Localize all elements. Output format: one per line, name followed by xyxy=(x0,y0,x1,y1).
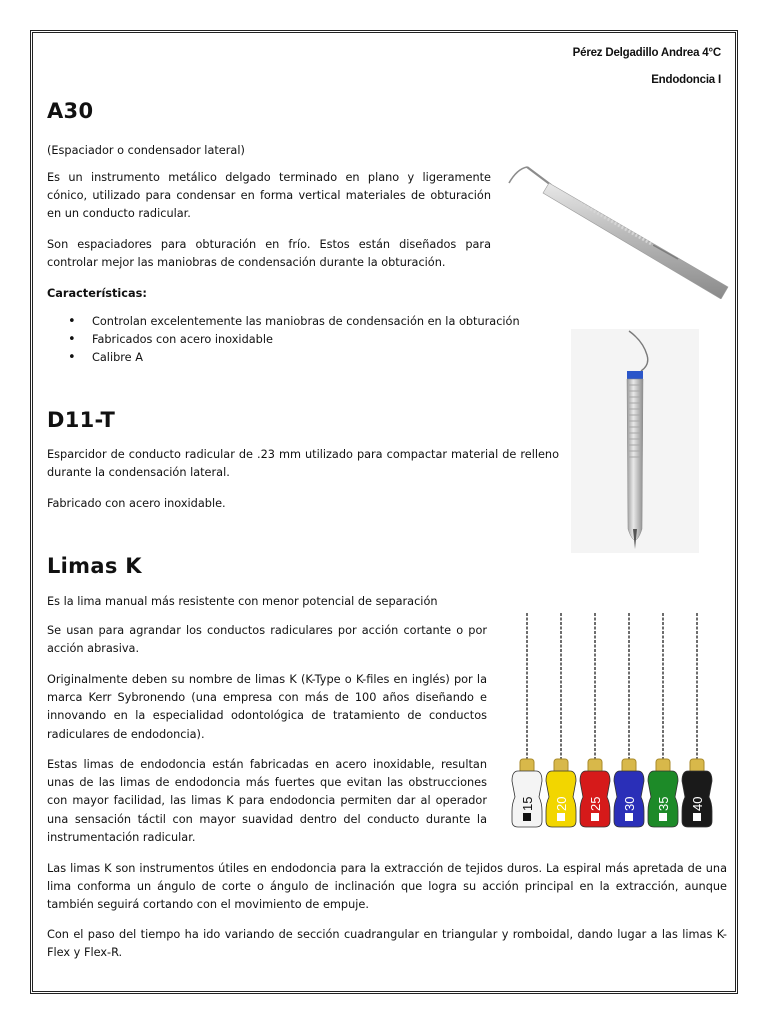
a30-spreader-image xyxy=(503,149,741,299)
limask-paragraph-1: Es la lima manual más resistente con menor potencial de separación xyxy=(47,595,438,608)
k-file-35 xyxy=(648,613,678,827)
limask-paragraph-4: Estas limas de endodoncia están fabricadas en acero inoxidable, resultan unas de las limas de endodoncia más fuertes que evitan las obstrucciones con mayor facilidad, las limas K para endodoncia permiten dar al operador una sensación táctil con mayor suavidad dentro del conducto durante la instrumentación radicular. xyxy=(47,758,487,844)
section-title-a30: A30 xyxy=(47,99,94,123)
k-file-40 xyxy=(682,613,712,827)
a30-features-list xyxy=(47,313,567,368)
a30-features-label: Características: xyxy=(47,287,147,300)
k-file-size-label: 30 xyxy=(622,796,637,811)
k-file-30 xyxy=(614,613,644,827)
list-item: • Controlan excelentemente las maniobras de condensación en la obturación xyxy=(47,313,567,331)
k-file-size-label: 20 xyxy=(554,796,569,811)
list-item: • Calibre A xyxy=(47,349,567,367)
section-title-d11t: D11-T xyxy=(47,408,116,432)
limask-paragraph-3: Originalmente deben su nombre de limas K (K-Type o K-files en inglés) por la marca Kerr Sybronendo (una empresa con más de 100 años diseñando e innovando en la especialidad odontológica de tratamiento de conductos radiculares de endodoncia). xyxy=(47,673,487,741)
k-file-size-label: 15 xyxy=(520,796,535,811)
a30-paragraph-2: Son espaciadores para obturación en frío. Estos están diseñados para controlar mejor las maniobras de condensación durante la obturación. xyxy=(47,238,491,270)
k-file-size-label: 40 xyxy=(690,796,705,811)
d11t-paragraph-2: Fabricado con acero inoxidable. xyxy=(47,497,226,510)
limask-paragraph-5: Las limas K son instrumentos útiles en endodoncia para la extracción de tejidos duros. La espiral más apretada de una lima conforma un ángulo de corte o ángulo de inclinación que logra su acción principal en la extracción, aunque también seguirá cortando con el movimiento de empuje. xyxy=(47,862,727,912)
k-file-20 xyxy=(546,613,576,827)
k-file-25 xyxy=(580,613,610,827)
limask-paragraph-2: Se usan para agrandar los conductos radiculares por acción cortante o por acción abrasiva. xyxy=(47,624,487,656)
a30-subtitle: (Espaciador o condensador lateral) xyxy=(47,144,245,157)
k-file-size-label: 35 xyxy=(656,796,671,811)
document-page xyxy=(30,30,738,994)
limask-paragraph-6: Con el paso del tiempo ha ido variando de sección cuadrangular en triangular y romboidal, dando lugar a las limas K-Flex y Flex-R. xyxy=(47,928,727,960)
k-files-illustration xyxy=(507,609,723,831)
list-item: • Fabricados con acero inoxidable xyxy=(47,331,567,349)
section-title-limas-k: Limas K xyxy=(47,554,142,578)
a30-paragraph-1: Es un instrumento metálico delgado terminado en plano y ligeramente cónico, utilizado para condensar en forma vertical materiales de obturación en un conducto radicular. xyxy=(47,171,491,221)
subject-header: Endodoncia I xyxy=(651,74,721,86)
d11t-paragraph-1: Esparcidor de conducto radicular de .23 mm utilizado para compactar material de relleno durante la condensación lateral. xyxy=(47,448,559,480)
author-header: Pérez Delgadillo Andrea 4°C xyxy=(572,47,721,59)
k-file-15 xyxy=(512,613,542,827)
k-files-image xyxy=(507,609,723,831)
k-file-size-label: 25 xyxy=(588,796,603,811)
d11t-spreader-image xyxy=(571,329,699,553)
